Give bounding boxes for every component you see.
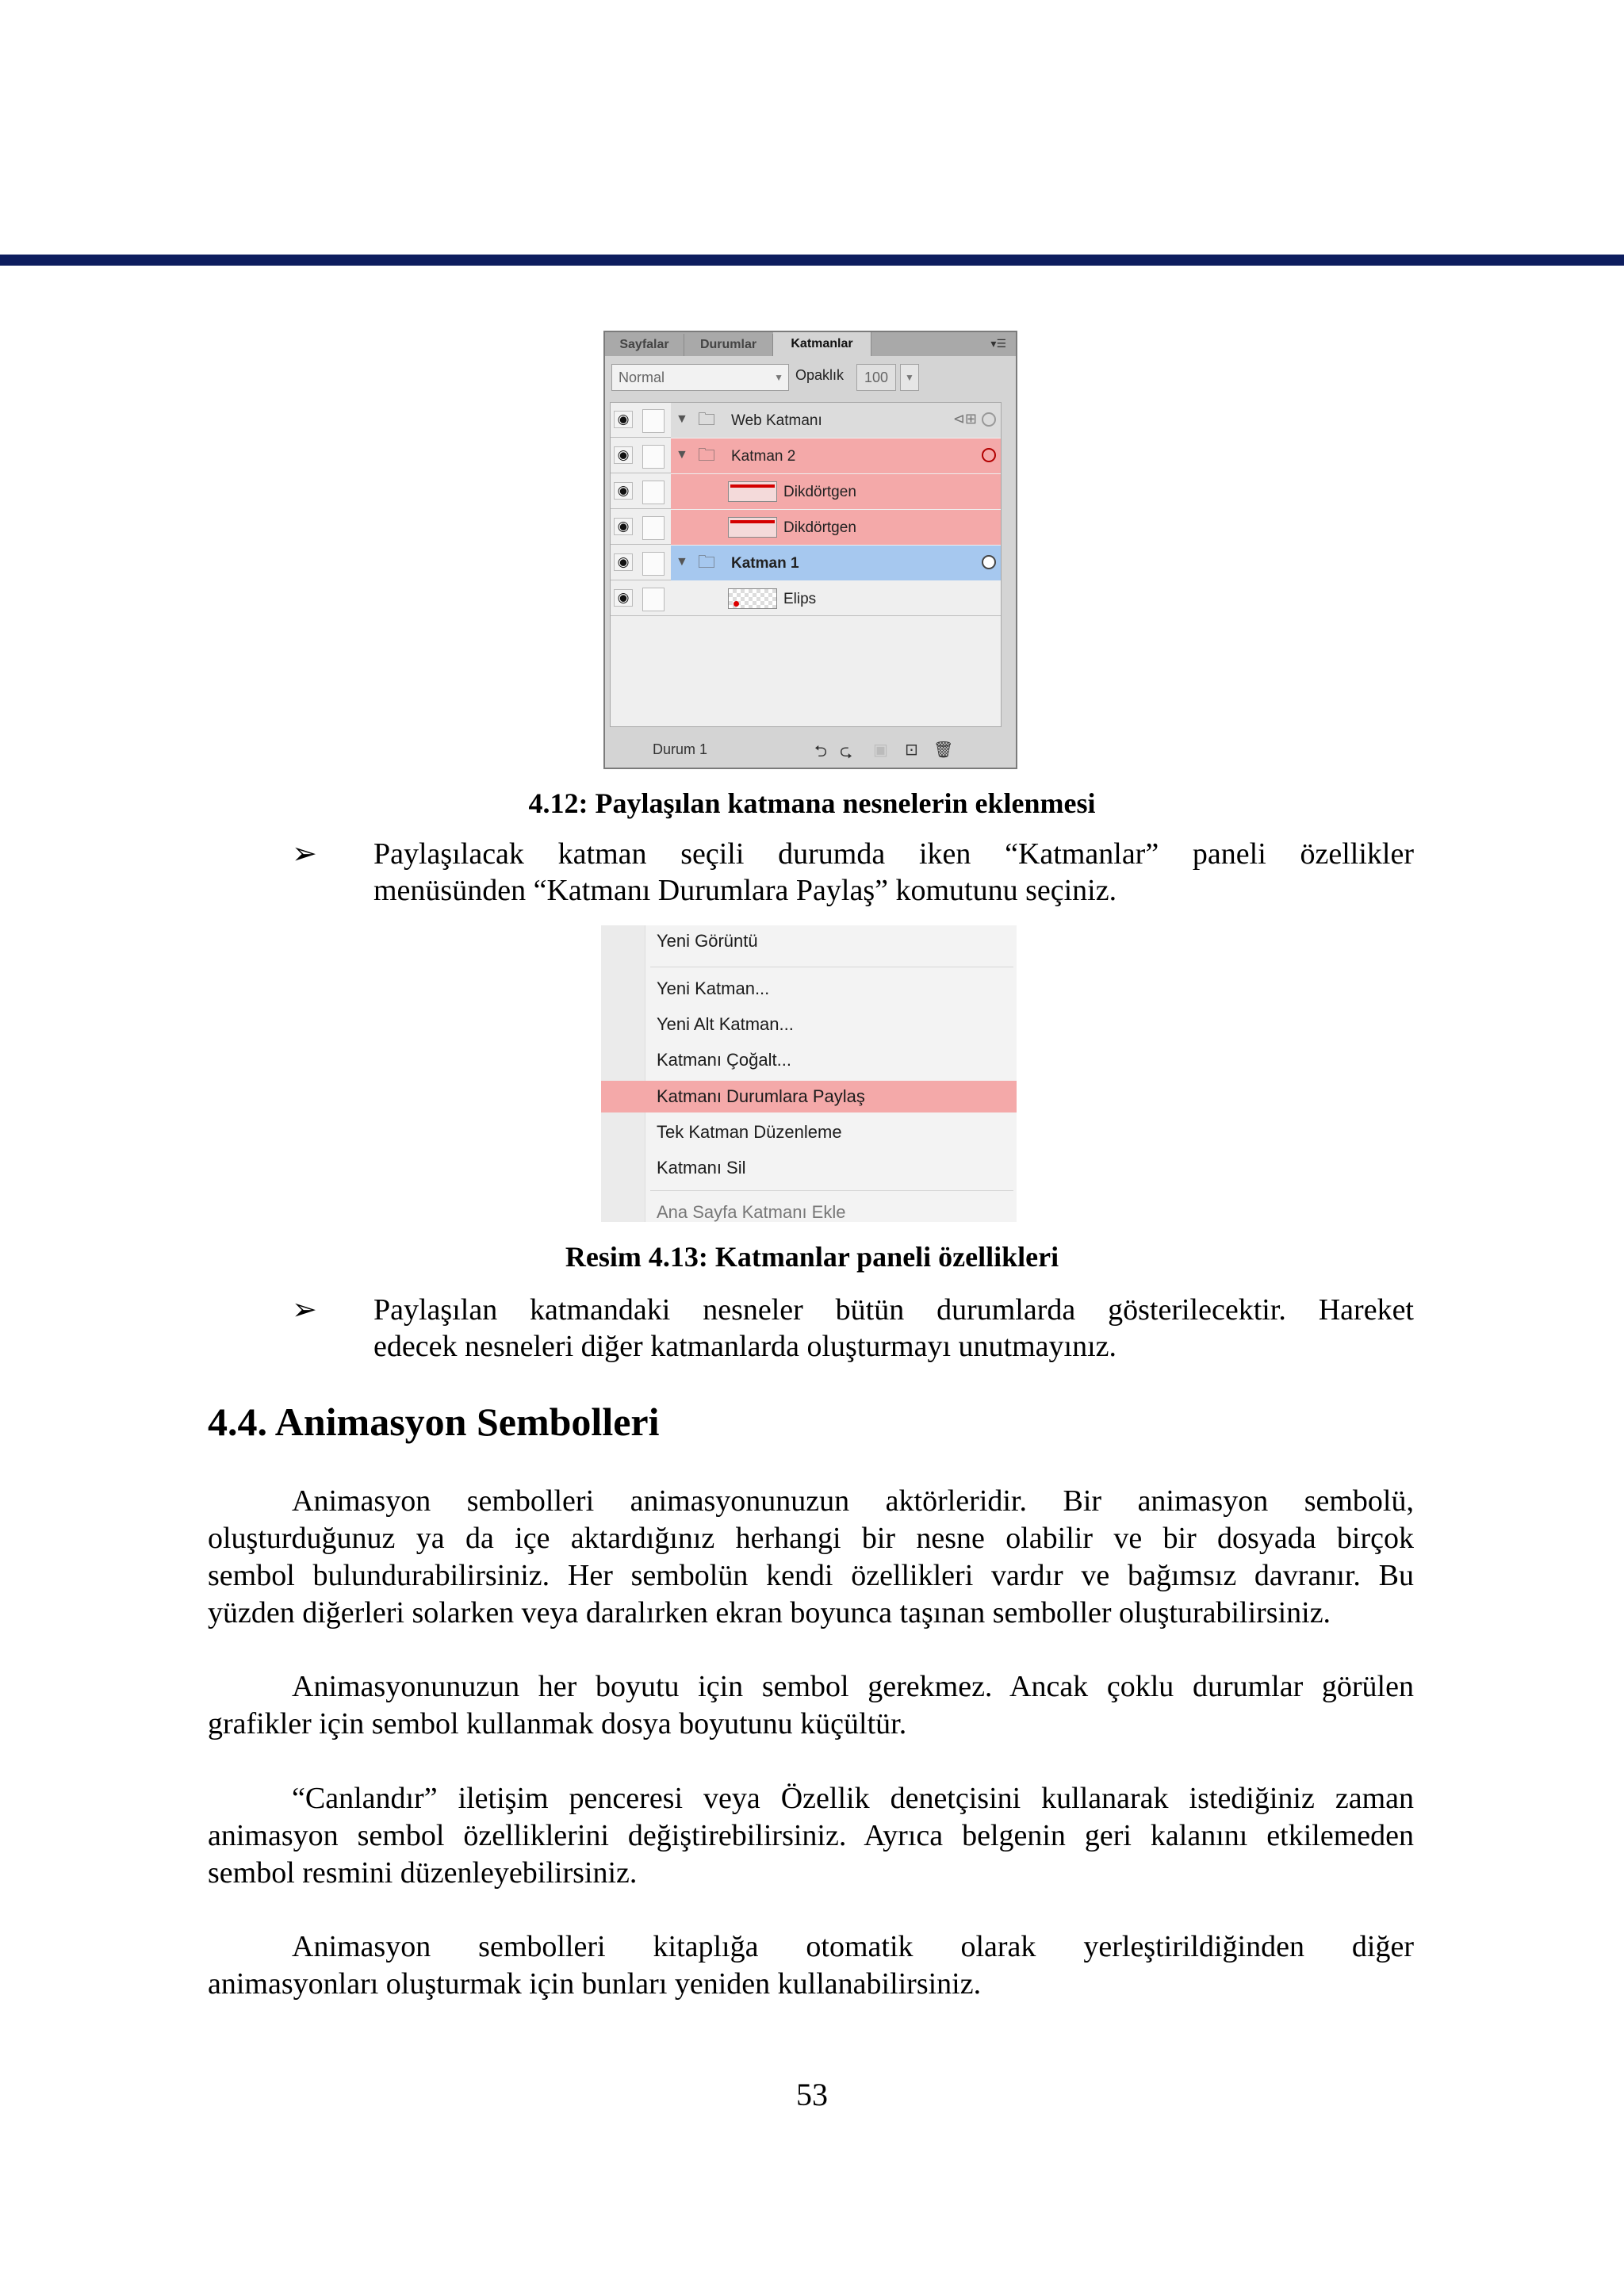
text-line: Paylaşılan katmandaki nesneler bütün durumlarda gösterilecektir. Hareket: [373, 1293, 1414, 1327]
layer-name: Elips: [783, 591, 817, 607]
text-line: grafikler için sembol kullanmak dosya boyutunu küçültür.: [208, 1707, 907, 1740]
layer-name: Katman 1: [731, 555, 799, 572]
text-line: Animasyonunuzun her boyutu için sembol gerekmez. Ancak çoklu durumlar görülen: [292, 1670, 1414, 1703]
menu-separator: [650, 1190, 1013, 1191]
bullet-item-1: [208, 836, 1414, 912]
layer-list: [610, 402, 1002, 727]
bullet-item-2: [208, 1292, 1414, 1368]
folder-icon: 🗀: [698, 445, 716, 465]
expand-triangle-icon[interactable]: ▼: [676, 448, 688, 461]
layer-name: Katman 2: [731, 448, 796, 465]
blend-mode-value: Normal: [619, 370, 665, 385]
expand-triangle-icon[interactable]: ▼: [676, 555, 688, 569]
lock-toggle[interactable]: [642, 516, 665, 540]
layer-row-web[interactable]: [611, 403, 1001, 438]
layer-content: [671, 510, 1001, 545]
menu-item-single-layer-editing[interactable]: Tek Katman Düzenleme: [657, 1122, 842, 1142]
selection-circle-icon[interactable]: [982, 448, 996, 462]
eye-icon[interactable]: ◉: [614, 589, 633, 607]
tab-pages[interactable]: Sayfalar: [605, 334, 684, 356]
eye-icon[interactable]: ◉: [614, 482, 633, 500]
lock-toggle[interactable]: [642, 445, 665, 469]
layer-content: [671, 546, 1001, 580]
eye-icon[interactable]: ◉: [614, 518, 633, 535]
menu-item-new-sublayer[interactable]: Yeni Alt Katman...: [657, 1014, 794, 1034]
menu-item-new-view[interactable]: Yeni Görüntü: [657, 931, 758, 951]
paragraph-1: [208, 1483, 1414, 1632]
lock-toggle[interactable]: [642, 481, 665, 504]
panel-tab-bar: [605, 332, 1016, 356]
chevron-down-icon: ▼: [774, 372, 783, 383]
tab-layers[interactable]: Katmanlar: [773, 332, 871, 356]
layer-row-katman-2[interactable]: [611, 438, 1001, 473]
blend-mode-select[interactable]: [611, 364, 789, 391]
text-line: animasyon sembol özelliklerini değiştirebilirsiniz. Ayrıca belgenin geri kalanını etkilemeden: [208, 1819, 1414, 1852]
layer-content: [671, 438, 1001, 473]
arrow-bullet-icon: ➢: [292, 836, 317, 871]
opacity-input[interactable]: 100: [856, 364, 896, 391]
layer-content: [671, 581, 1001, 616]
text-line: sembol resmini düzenleyebilirsiniz.: [208, 1856, 638, 1890]
menu-item-duplicate-layer[interactable]: Katmanı Çoğalt...: [657, 1050, 791, 1070]
paragraph-4: [208, 1928, 1414, 2003]
folder-icon: 🗀: [698, 552, 716, 572]
page-number: 53: [796, 2077, 828, 2112]
text-line: Animasyon sembolleri animasyonunuzun aktörleridir. Bir animasyon sembolü,: [292, 1484, 1414, 1518]
paragraph-3: [208, 1780, 1414, 1892]
bullet-text: [373, 836, 1414, 909]
distribute-to-states-icon[interactable]: ⮌: [814, 743, 828, 760]
new-layer-icon[interactable]: ⊡: [905, 741, 918, 759]
selection-circle-icon[interactable]: [982, 555, 996, 569]
eye-icon[interactable]: ◉: [614, 411, 633, 428]
text-line: yüzden diğerleri solarken veya daralırken ekran boyunca taşınan semboller oluşturabilirsiniz.: [208, 1596, 1331, 1629]
tab-states[interactable]: Durumlar: [684, 334, 773, 356]
arrow-bullet-icon: ➢: [292, 1292, 317, 1327]
new-sublayer-icon[interactable]: ⮎: [840, 743, 853, 760]
share-icon: ⊲⊞: [952, 411, 977, 427]
text-line: Paylaşılacak katman seçili durumda iken “Katmanlar” paneli özellikler: [373, 837, 1414, 871]
folder-icon: 🗀: [698, 409, 716, 429]
text-line: edecek nesneleri diğer katmanlarda oluşturmayı unutmayınız.: [373, 1330, 1116, 1363]
text-line: “Canlandır” iletişim penceresi veya Özellik denetçisini kullanarak istediğiniz zaman: [292, 1782, 1414, 1815]
layers-options-menu-figure: [601, 925, 1017, 1222]
layer-row-katman-1[interactable]: [611, 546, 1001, 580]
figure-caption-4-12: 4.12: Paylaşılan katmana nesnelerin eklenmesi: [528, 787, 1096, 819]
opacity-label: Opaklık: [795, 367, 845, 383]
layer-name: Dikdörtgen: [783, 519, 856, 536]
trash-icon[interactable]: 🗑: [933, 741, 954, 759]
eye-icon[interactable]: ◉: [614, 553, 633, 571]
section-heading: 4.4. Animasyon Sembolleri: [208, 1400, 660, 1444]
figure-caption-4-13: Resim 4.13: Katmanlar paneli özellikleri: [565, 1241, 1059, 1273]
layer-content: [671, 403, 1001, 438]
current-state-label: Durum 1: [653, 741, 708, 757]
header-rule: [0, 255, 1624, 266]
lock-toggle[interactable]: [642, 588, 665, 611]
layer-row-rectangle-1[interactable]: [611, 474, 1001, 509]
add-mask-icon[interactable]: ▣: [873, 741, 888, 759]
text-line: oluşturduğunuz ya da içe aktardığınız herhangi bir nesne olabilir ve bir dosyada birçok: [208, 1522, 1414, 1555]
layers-panel-figure: [603, 331, 1017, 769]
panel-status-bar: [605, 732, 1016, 767]
menu-item-share-layer-to-states[interactable]: Katmanı Durumlara Paylaş: [601, 1081, 1017, 1112]
layer-row-rectangle-2[interactable]: [611, 510, 1001, 545]
text-line: animasyonları oluşturmak için bunları yeniden kullanabilirsiniz.: [208, 1967, 982, 2001]
bullet-text: [373, 1292, 1414, 1365]
lock-toggle[interactable]: [642, 409, 665, 433]
rectangle-thumbnail: [728, 481, 777, 502]
menu-item-add-master-page-layer[interactable]: Ana Sayfa Katmanı Ekle: [657, 1202, 846, 1222]
lock-toggle[interactable]: [642, 552, 665, 576]
opacity-dropdown-button[interactable]: ▼: [900, 364, 919, 391]
selection-circle-icon[interactable]: [982, 412, 996, 427]
menu-item-delete-layer[interactable]: Katmanı Sil: [657, 1158, 746, 1178]
text-line: sembol bulundurabilirsiniz. Her sembolün kendi özellikleri vardır ve bağımsız davranır. Bu: [208, 1559, 1414, 1592]
layer-name: Web Katmanı: [731, 412, 822, 429]
expand-triangle-icon[interactable]: ▼: [676, 412, 688, 426]
panel-options-icon[interactable]: ▾☰: [990, 337, 1006, 350]
rectangle-thumbnail: [728, 517, 777, 538]
text-line: menüsünden “Katmanı Durumlara Paylaş” komutunu seçiniz.: [373, 874, 1117, 907]
paragraph-2: [208, 1668, 1414, 1743]
layer-row-ellipse[interactable]: [611, 581, 1001, 616]
layer-content: [671, 474, 1001, 509]
menu-item-new-layer[interactable]: Yeni Katman...: [657, 978, 770, 998]
layer-name: Dikdörtgen: [783, 484, 856, 500]
eye-icon[interactable]: ◉: [614, 446, 633, 464]
ellipse-thumbnail: [728, 588, 777, 609]
text-line: Animasyon sembolleri kitaplığa otomatik olarak yerleştirildiğinden diğer: [292, 1930, 1414, 1963]
